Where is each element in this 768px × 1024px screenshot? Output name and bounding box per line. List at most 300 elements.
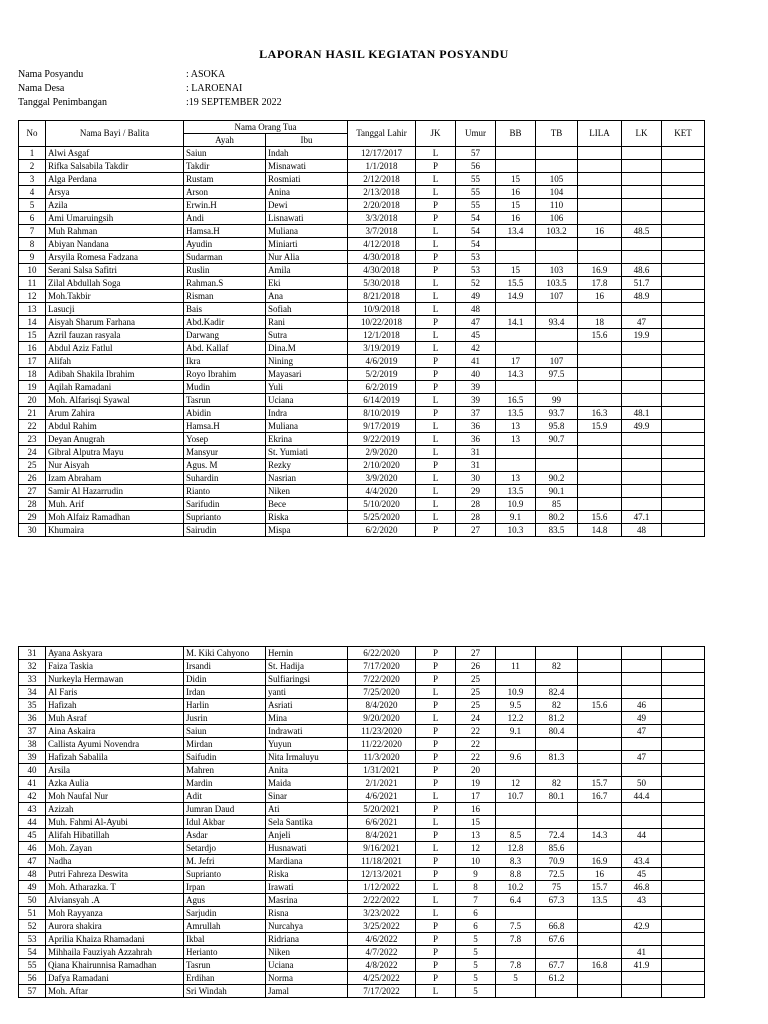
cell-jk: P xyxy=(416,660,456,673)
cell-umur: 41 xyxy=(456,355,496,368)
cell-tb: 70.9 xyxy=(536,855,578,868)
cell-ibu: Indra xyxy=(266,407,348,420)
cell-tanggal-lahir: 7/17/2020 xyxy=(348,660,416,673)
header-lk: LK xyxy=(622,121,662,147)
cell-no: 11 xyxy=(19,277,46,290)
cell-lila xyxy=(578,751,622,764)
cell-ket xyxy=(662,186,705,199)
cell-no: 2 xyxy=(19,160,46,173)
cell-ibu: Yuli xyxy=(266,381,348,394)
cell-tanggal-lahir: 6/22/2020 xyxy=(348,647,416,660)
cell-ket xyxy=(662,264,705,277)
cell-ket xyxy=(662,381,705,394)
cell-ibu: Sinar xyxy=(266,790,348,803)
cell-bb: 15.5 xyxy=(496,277,536,290)
cell-jk: P xyxy=(416,725,456,738)
cell-no: 17 xyxy=(19,355,46,368)
cell-ket xyxy=(662,816,705,829)
cell-ket xyxy=(662,420,705,433)
cell-lila: 16.8 xyxy=(578,959,622,972)
cell-bb xyxy=(496,803,536,816)
meta-label: Nama Desa xyxy=(18,83,65,94)
cell-ibu: Ana xyxy=(266,290,348,303)
cell-tb: 81.2 xyxy=(536,712,578,725)
cell-nama: Alifah xyxy=(46,355,184,368)
cell-umur: 55 xyxy=(456,186,496,199)
cell-ket xyxy=(662,647,705,660)
cell-ibu: Ati xyxy=(266,803,348,816)
table-row xyxy=(19,946,705,959)
cell-nama: Moh. Alfarisqi Syawal xyxy=(46,394,184,407)
cell-lk xyxy=(622,498,662,511)
table-row xyxy=(19,186,705,199)
table-row xyxy=(19,316,705,329)
cell-jk: L xyxy=(416,790,456,803)
cell-bb xyxy=(496,647,536,660)
cell-lila xyxy=(578,842,622,855)
cell-no: 1 xyxy=(19,147,46,160)
cell-no: 21 xyxy=(19,407,46,420)
cell-nama: Samir Al Hazarrudin xyxy=(46,485,184,498)
cell-lila xyxy=(578,472,622,485)
cell-umur: 5 xyxy=(456,985,496,998)
cell-ibu: Nurcahya xyxy=(266,920,348,933)
cell-nama: Arsyila Romesa Fadzana xyxy=(46,251,184,264)
cell-bb xyxy=(496,303,536,316)
cell-no: 25 xyxy=(19,459,46,472)
cell-ayah: Ikbal xyxy=(184,933,266,946)
cell-lk: 19.9 xyxy=(622,329,662,342)
cell-tanggal-lahir: 3/7/2018 xyxy=(348,225,416,238)
cell-umur: 13 xyxy=(456,829,496,842)
cell-lila: 15.9 xyxy=(578,420,622,433)
cell-ayah: Saifudin xyxy=(184,751,266,764)
cell-jk: P xyxy=(416,160,456,173)
cell-ket xyxy=(662,316,705,329)
cell-lila xyxy=(578,459,622,472)
cell-no: 9 xyxy=(19,251,46,264)
cell-ibu: Asriati xyxy=(266,699,348,712)
cell-tanggal-lahir: 4/6/2022 xyxy=(348,933,416,946)
cell-ayah: Idul Akbar xyxy=(184,816,266,829)
cell-nama: Nurkeyla Hermawan xyxy=(46,673,184,686)
cell-lila xyxy=(578,907,622,920)
cell-umur: 19 xyxy=(456,777,496,790)
table-row xyxy=(19,329,705,342)
cell-bb xyxy=(496,907,536,920)
cell-lk: 47.1 xyxy=(622,511,662,524)
cell-no: 32 xyxy=(19,660,46,673)
cell-tanggal-lahir: 1/12/2022 xyxy=(348,881,416,894)
header-ket: KET xyxy=(662,121,705,147)
cell-jk: P xyxy=(416,459,456,472)
cell-tanggal-lahir: 11/18/2021 xyxy=(348,855,416,868)
cell-ayah: Didin xyxy=(184,673,266,686)
cell-nama: Azka Aulia xyxy=(46,777,184,790)
cell-tb xyxy=(536,738,578,751)
cell-jk: L xyxy=(416,342,456,355)
cell-jk: L xyxy=(416,498,456,511)
table-row xyxy=(19,777,705,790)
cell-ayah: Ayudin xyxy=(184,238,266,251)
cell-tb xyxy=(536,647,578,660)
cell-lila: 15.6 xyxy=(578,511,622,524)
cell-ket xyxy=(662,777,705,790)
cell-lila xyxy=(578,712,622,725)
cell-no: 6 xyxy=(19,212,46,225)
cell-lk xyxy=(622,368,662,381)
table-row xyxy=(19,673,705,686)
cell-tanggal-lahir: 1/1/2018 xyxy=(348,160,416,173)
cell-lila xyxy=(578,738,622,751)
cell-ket xyxy=(662,920,705,933)
cell-no: 24 xyxy=(19,446,46,459)
cell-lila: 16.9 xyxy=(578,264,622,277)
cell-jk: L xyxy=(416,881,456,894)
cell-lk: 48.5 xyxy=(622,225,662,238)
cell-lila xyxy=(578,173,622,186)
cell-tanggal-lahir: 2/10/2020 xyxy=(348,459,416,472)
cell-ayah: Sairudin xyxy=(184,524,266,537)
cell-lk: 47 xyxy=(622,316,662,329)
cell-lk xyxy=(622,972,662,985)
cell-nama: Rifka Salsabila Takdir xyxy=(46,160,184,173)
cell-ibu: Uciana xyxy=(266,959,348,972)
cell-bb: 12.8 xyxy=(496,842,536,855)
table-row xyxy=(19,381,705,394)
cell-lila: 16.3 xyxy=(578,407,622,420)
cell-nama: Muh Rahman xyxy=(46,225,184,238)
table-row xyxy=(19,959,705,972)
cell-no: 20 xyxy=(19,394,46,407)
cell-ket xyxy=(662,894,705,907)
cell-umur: 54 xyxy=(456,212,496,225)
cell-lk xyxy=(622,647,662,660)
cell-jk: L xyxy=(416,985,456,998)
table-row xyxy=(19,842,705,855)
cell-jk: P xyxy=(416,972,456,985)
cell-tb xyxy=(536,459,578,472)
cell-bb: 13.4 xyxy=(496,225,536,238)
cell-jk: P xyxy=(416,251,456,264)
cell-ibu: Mayasari xyxy=(266,368,348,381)
cell-ayah: Yosep xyxy=(184,433,266,446)
cell-ayah: Saiun xyxy=(184,725,266,738)
cell-ayah: Amrullah xyxy=(184,920,266,933)
table-row xyxy=(19,264,705,277)
cell-tanggal-lahir: 11/22/2020 xyxy=(348,738,416,751)
table-row xyxy=(19,342,705,355)
cell-no: 51 xyxy=(19,907,46,920)
cell-umur: 10 xyxy=(456,855,496,868)
cell-lk: 42.9 xyxy=(622,920,662,933)
cell-ibu: St. Yumiati xyxy=(266,446,348,459)
cell-ibu: Yuyun xyxy=(266,738,348,751)
cell-nama: Serani Salsa Safitri xyxy=(46,264,184,277)
cell-lila: 14.8 xyxy=(578,524,622,537)
cell-tb: 95.8 xyxy=(536,420,578,433)
cell-tanggal-lahir: 4/4/2020 xyxy=(348,485,416,498)
meta-row-tanggal xyxy=(18,96,282,110)
cell-tb: 75 xyxy=(536,881,578,894)
cell-jk: L xyxy=(416,907,456,920)
cell-tanggal-lahir: 4/8/2022 xyxy=(348,959,416,972)
cell-ket xyxy=(662,342,705,355)
cell-lk xyxy=(622,907,662,920)
cell-umur: 25 xyxy=(456,699,496,712)
cell-jk: L xyxy=(416,173,456,186)
cell-tanggal-lahir: 7/25/2020 xyxy=(348,686,416,699)
cell-ket xyxy=(662,855,705,868)
cell-bb: 14.1 xyxy=(496,316,536,329)
cell-tb: 103 xyxy=(536,264,578,277)
cell-no: 16 xyxy=(19,342,46,355)
cell-nama: Moh Rayyanza xyxy=(46,907,184,920)
cell-ibu: Muliana xyxy=(266,420,348,433)
cell-ayah: Rianto xyxy=(184,485,266,498)
cell-tanggal-lahir: 9/22/2019 xyxy=(348,433,416,446)
table-row xyxy=(19,238,705,251)
cell-no: 26 xyxy=(19,472,46,485)
cell-ayah: Royo Ibrahim xyxy=(184,368,266,381)
cell-lk: 46.8 xyxy=(622,881,662,894)
cell-lila: 15.7 xyxy=(578,881,622,894)
table-row xyxy=(19,647,705,660)
cell-ibu: Sela Santika xyxy=(266,816,348,829)
cell-ket xyxy=(662,199,705,212)
cell-bb: 13 xyxy=(496,472,536,485)
cell-tb xyxy=(536,238,578,251)
cell-lk xyxy=(622,764,662,777)
cell-jk: P xyxy=(416,855,456,868)
cell-bb xyxy=(496,738,536,751)
cell-nama: Abiyan Nandana xyxy=(46,238,184,251)
cell-bb xyxy=(496,238,536,251)
cell-lk: 47 xyxy=(622,725,662,738)
cell-umur: 6 xyxy=(456,920,496,933)
cell-ayah: Sarifudin xyxy=(184,498,266,511)
table-row xyxy=(19,147,705,160)
data-table-2 xyxy=(18,646,705,998)
cell-ibu: Lisnawati xyxy=(266,212,348,225)
cell-nama: Al Faris xyxy=(46,686,184,699)
cell-tanggal-lahir: 6/2/2019 xyxy=(348,381,416,394)
cell-ibu: Rani xyxy=(266,316,348,329)
cell-nama: Arsya xyxy=(46,186,184,199)
cell-ayah: Ikra xyxy=(184,355,266,368)
table-row xyxy=(19,420,705,433)
cell-lila xyxy=(578,985,622,998)
cell-jk: P xyxy=(416,199,456,212)
cell-lk xyxy=(622,738,662,751)
cell-nama: Mihhaila Fauziyah Azzahrah xyxy=(46,946,184,959)
cell-tb xyxy=(536,303,578,316)
table-row xyxy=(19,303,705,316)
table-row xyxy=(19,446,705,459)
cell-ket xyxy=(662,498,705,511)
cell-bb: 13.5 xyxy=(496,485,536,498)
cell-umur: 36 xyxy=(456,420,496,433)
cell-ibu: Rosmiati xyxy=(266,173,348,186)
cell-tb: 85 xyxy=(536,498,578,511)
cell-tanggal-lahir: 3/3/2018 xyxy=(348,212,416,225)
cell-no: 14 xyxy=(19,316,46,329)
cell-ibu: Miniarti xyxy=(266,238,348,251)
cell-ibu: Sutra xyxy=(266,329,348,342)
cell-lk: 45 xyxy=(622,868,662,881)
cell-tb: 81.3 xyxy=(536,751,578,764)
cell-lk: 43 xyxy=(622,894,662,907)
cell-bb: 10.9 xyxy=(496,686,536,699)
cell-ket xyxy=(662,673,705,686)
cell-jk: P xyxy=(416,524,456,537)
cell-jk: P xyxy=(416,959,456,972)
cell-ket xyxy=(662,446,705,459)
cell-no: 43 xyxy=(19,803,46,816)
cell-bb: 6.4 xyxy=(496,894,536,907)
cell-ket xyxy=(662,881,705,894)
cell-ayah: Mansyur xyxy=(184,446,266,459)
cell-ibu: Misnawati xyxy=(266,160,348,173)
cell-jk: L xyxy=(416,420,456,433)
table-row xyxy=(19,459,705,472)
cell-ket xyxy=(662,485,705,498)
cell-umur: 5 xyxy=(456,959,496,972)
cell-tb: 104 xyxy=(536,186,578,199)
cell-jk: P xyxy=(416,368,456,381)
cell-tb: 103.2 xyxy=(536,225,578,238)
cell-umur: 40 xyxy=(456,368,496,381)
cell-tanggal-lahir: 8/21/2018 xyxy=(348,290,416,303)
table-row xyxy=(19,972,705,985)
cell-bb: 15 xyxy=(496,173,536,186)
cell-jk: L xyxy=(416,472,456,485)
cell-ket xyxy=(662,790,705,803)
cell-bb: 11 xyxy=(496,660,536,673)
cell-lila xyxy=(578,972,622,985)
cell-lk xyxy=(622,433,662,446)
cell-nama: Arum Zahira xyxy=(46,407,184,420)
cell-tb xyxy=(536,907,578,920)
cell-nama: Qiana Khairunnisa Ramadhan xyxy=(46,959,184,972)
cell-ayah: M. Jefri xyxy=(184,855,266,868)
cell-nama: Nadha xyxy=(46,855,184,868)
cell-jk: L xyxy=(416,303,456,316)
table-row xyxy=(19,433,705,446)
cell-ket xyxy=(662,524,705,537)
cell-tb: 105 xyxy=(536,173,578,186)
cell-tb: 82.4 xyxy=(536,686,578,699)
table-row xyxy=(19,790,705,803)
table-row xyxy=(19,524,705,537)
cell-tb: 90.1 xyxy=(536,485,578,498)
cell-bb: 10.3 xyxy=(496,524,536,537)
cell-no: 29 xyxy=(19,511,46,524)
cell-bb: 7.8 xyxy=(496,933,536,946)
cell-jk: P xyxy=(416,946,456,959)
cell-ibu: Nasrian xyxy=(266,472,348,485)
cell-bb xyxy=(496,673,536,686)
cell-lila: 14.3 xyxy=(578,829,622,842)
cell-ibu: Husnawati xyxy=(266,842,348,855)
cell-lk: 48.9 xyxy=(622,290,662,303)
table-row xyxy=(19,712,705,725)
cell-tb: 67.7 xyxy=(536,959,578,972)
cell-lila xyxy=(578,186,622,199)
cell-tanggal-lahir: 12/13/2021 xyxy=(348,868,416,881)
cell-ayah: Mardin xyxy=(184,777,266,790)
cell-lila: 16 xyxy=(578,868,622,881)
cell-tb: 82 xyxy=(536,777,578,790)
cell-ayah: Rustam xyxy=(184,173,266,186)
cell-ket xyxy=(662,725,705,738)
table-row xyxy=(19,751,705,764)
table-row xyxy=(19,894,705,907)
cell-lila xyxy=(578,433,622,446)
cell-nama: Putri Fahreza Deswita xyxy=(46,868,184,881)
table-row xyxy=(19,212,705,225)
cell-bb xyxy=(496,342,536,355)
cell-jk: P xyxy=(416,699,456,712)
cell-tanggal-lahir: 8/4/2020 xyxy=(348,699,416,712)
cell-lila: 16 xyxy=(578,225,622,238)
meta-value: : ASOKA xyxy=(186,69,226,80)
cell-ket xyxy=(662,946,705,959)
cell-lk: 48.1 xyxy=(622,407,662,420)
cell-no: 50 xyxy=(19,894,46,907)
cell-tanggal-lahir: 5/10/2020 xyxy=(348,498,416,511)
cell-ayah: M. Kiki Cahyono xyxy=(184,647,266,660)
cell-no: 49 xyxy=(19,881,46,894)
cell-no: 31 xyxy=(19,647,46,660)
cell-no: 3 xyxy=(19,173,46,186)
cell-nama: Azizah xyxy=(46,803,184,816)
cell-ket xyxy=(662,394,705,407)
cell-jk: P xyxy=(416,868,456,881)
cell-umur: 56 xyxy=(456,160,496,173)
cell-bb: 8.8 xyxy=(496,868,536,881)
cell-lila xyxy=(578,160,622,173)
cell-bb: 9.5 xyxy=(496,699,536,712)
cell-tb: 72.4 xyxy=(536,829,578,842)
cell-tanggal-lahir: 11/23/2020 xyxy=(348,725,416,738)
cell-tanggal-lahir: 2/13/2018 xyxy=(348,186,416,199)
table-row xyxy=(19,933,705,946)
cell-tb xyxy=(536,329,578,342)
cell-tanggal-lahir: 4/6/2021 xyxy=(348,790,416,803)
cell-ayah: Arson xyxy=(184,186,266,199)
cell-tb xyxy=(536,946,578,959)
cell-ayah: Risman xyxy=(184,290,266,303)
cell-bb: 15 xyxy=(496,264,536,277)
cell-umur: 22 xyxy=(456,725,496,738)
cell-ket xyxy=(662,959,705,972)
cell-nama: Moh. Zayan xyxy=(46,842,184,855)
table-body-1 xyxy=(19,147,705,537)
cell-lk xyxy=(622,660,662,673)
cell-lk xyxy=(622,199,662,212)
cell-lila xyxy=(578,212,622,225)
cell-tb xyxy=(536,381,578,394)
cell-tb: 93.7 xyxy=(536,407,578,420)
header-bb: BB xyxy=(496,121,536,147)
cell-jk: P xyxy=(416,933,456,946)
cell-ayah: Abd. Kallaf xyxy=(184,342,266,355)
cell-ayah: Ruslin xyxy=(184,264,266,277)
cell-umur: 30 xyxy=(456,472,496,485)
cell-tb: 90.2 xyxy=(536,472,578,485)
cell-nama: Izam Abraham xyxy=(46,472,184,485)
